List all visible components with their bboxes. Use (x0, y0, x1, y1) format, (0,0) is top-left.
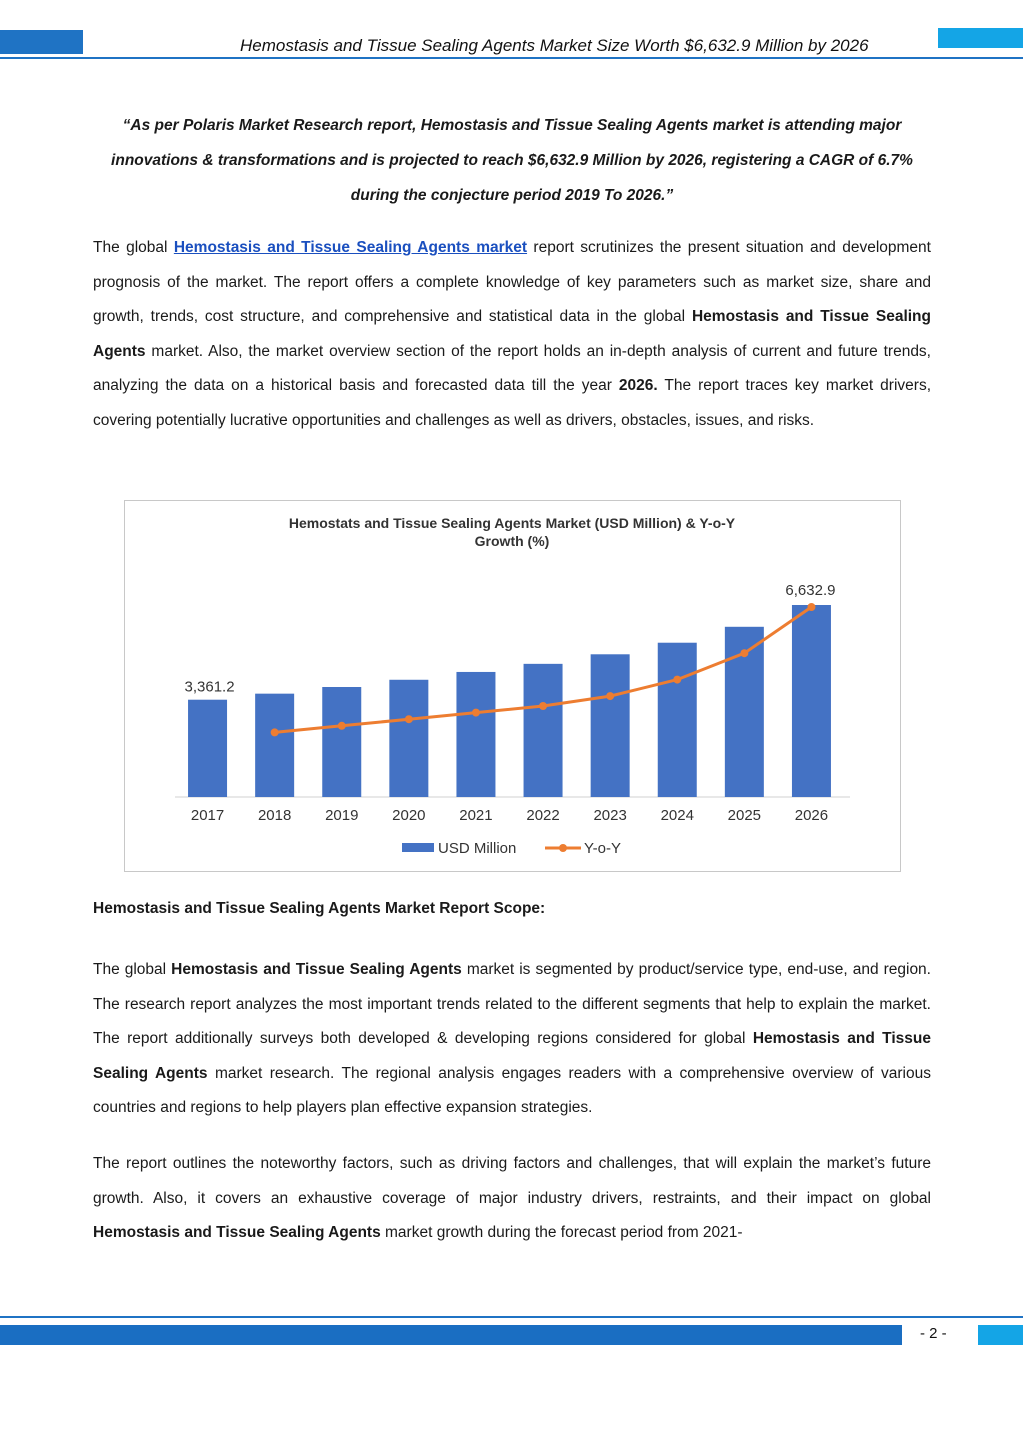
legend-label-bars: USD Million (438, 840, 517, 857)
factors-bold-1: Hemostasis and Tissue Sealing Agents (93, 1224, 381, 1241)
scope-text-3: market research. The regional analysis engages readers with a comprehensive overview of various countries and regions to help players plan effective expansion strategies. (93, 1064, 931, 1116)
scope-paragraph (93, 953, 931, 1126)
x-tick-label: 2017 (190, 807, 225, 824)
data-label-first: 3,361.2 (184, 678, 235, 696)
market-report-link[interactable]: Hemostasis and Tissue Sealing Agents market (173, 239, 528, 256)
x-tick-label: 2019 (325, 807, 359, 824)
chart-title-line-2: Growth (%) (474, 533, 550, 549)
factors-paragraph (93, 1147, 931, 1251)
x-tick-label: 2020 (392, 807, 426, 824)
intro-text-1: The global (93, 239, 174, 256)
yoy-point (740, 649, 748, 657)
legend-swatch-bars (402, 843, 434, 852)
bar-2022 (524, 664, 563, 797)
yoy-point (673, 676, 681, 684)
yoy-point (807, 603, 815, 611)
factors-text-2: market growth during the forecast period from 2021- (380, 1224, 743, 1241)
data-label-last: 6,632.9 (785, 582, 836, 599)
bar-2020 (389, 680, 428, 797)
intro-paragraph (93, 231, 931, 438)
yoy-point (539, 702, 547, 710)
market-chart (124, 500, 901, 872)
intro-text-2: report scrutinizes the present situation and development prognosis of the market. The report offers a complete knowledge of key parameters such as market size, share and growth, trends, cost structure, and comprehensive and statistical data in the global (93, 239, 931, 325)
x-tick-label: 2023 (593, 807, 627, 824)
footer-bar (0, 1325, 902, 1345)
yoy-point (338, 722, 346, 730)
chart-title-line-1: Hemostats and Tissue Sealing Agents Market (USD Million) & Y-o-Y (288, 515, 736, 531)
bar-2021 (456, 672, 495, 797)
yoy-point (606, 692, 614, 700)
scope-heading: Hemostasis and Tissue Sealing Agents Market Report Scope: (93, 900, 546, 917)
x-tick-label: 2025 (727, 807, 762, 824)
factors-text-1: The report outlines the noteworthy factors, such as driving factors and challenges, that will explain the market’s future growth. Also, it covers an exhaustive coverage of major industry drivers, restraints, and their impact on global (93, 1155, 931, 1207)
page-number: - 2 - (920, 1325, 947, 1342)
scope-bold-1: Hemostasis and Tissue Sealing Agents (171, 961, 462, 978)
bar-2017 (188, 700, 227, 797)
yoy-point (271, 728, 279, 736)
page-header-title: Hemostasis and Tissue Sealing Agents Market Size Worth $6,632.9 Million by 2026 (240, 36, 869, 55)
yoy-point (472, 709, 480, 717)
bar-2026 (792, 605, 831, 797)
bar-2024 (658, 643, 697, 797)
intro-text-3: market. Also, the market overview section of the report holds an in-depth analysis of current and future trends, analyzing the data on a historical basis and forecasted data till the year (93, 342, 931, 394)
market-chart-svg (125, 501, 900, 871)
bar-2023 (591, 654, 630, 797)
lead-quote: “As per Polaris Market Research report, Hemostasis and Tissue Sealing Agents market is attending major innovations & transformations and is projected to reach $6,632.9 Million by 2026, registering a CAGR of 6.7% during the conjecture period 2019 To 2026.” (111, 117, 913, 204)
x-tick-label: 2024 (660, 807, 694, 824)
yoy-point (405, 715, 413, 723)
footer-right-bar (978, 1325, 1023, 1345)
x-tick-label: 2018 (257, 807, 292, 824)
x-tick-label: 2021 (459, 807, 493, 824)
scope-text-1: The global (93, 961, 172, 978)
x-tick-label: 2022 (526, 807, 560, 824)
intro-bold-year: 2026. (618, 377, 658, 394)
footer-rule (0, 1316, 1023, 1318)
scope-text-2: market is segmented by product/service type, end-use, and region. The research report analyzes the most important trends related to the different segments that help to explain the market. The report additionally surveys both developed & developing regions considered for global (93, 961, 931, 1047)
intro-bold-1: Hemostasis and Tissue Sealing Agents (93, 308, 931, 360)
legend-label-line: Y-o-Y (584, 840, 621, 857)
intro-text-4: The report traces key market drivers, covering potentially lucrative opportunities and challenges as well as drivers, obstacles, issues, and risks. (93, 377, 931, 429)
bar-2018 (255, 694, 294, 797)
header-left-bar (0, 30, 83, 54)
scope-bold-2: Hemostasis and Tissue Sealing Agents (93, 1030, 931, 1082)
header-right-bar (938, 28, 1023, 48)
x-tick-label: 2026 (794, 807, 829, 824)
legend-swatch-marker (559, 844, 567, 852)
bar-2019 (322, 687, 361, 797)
header-rule (0, 57, 1023, 59)
